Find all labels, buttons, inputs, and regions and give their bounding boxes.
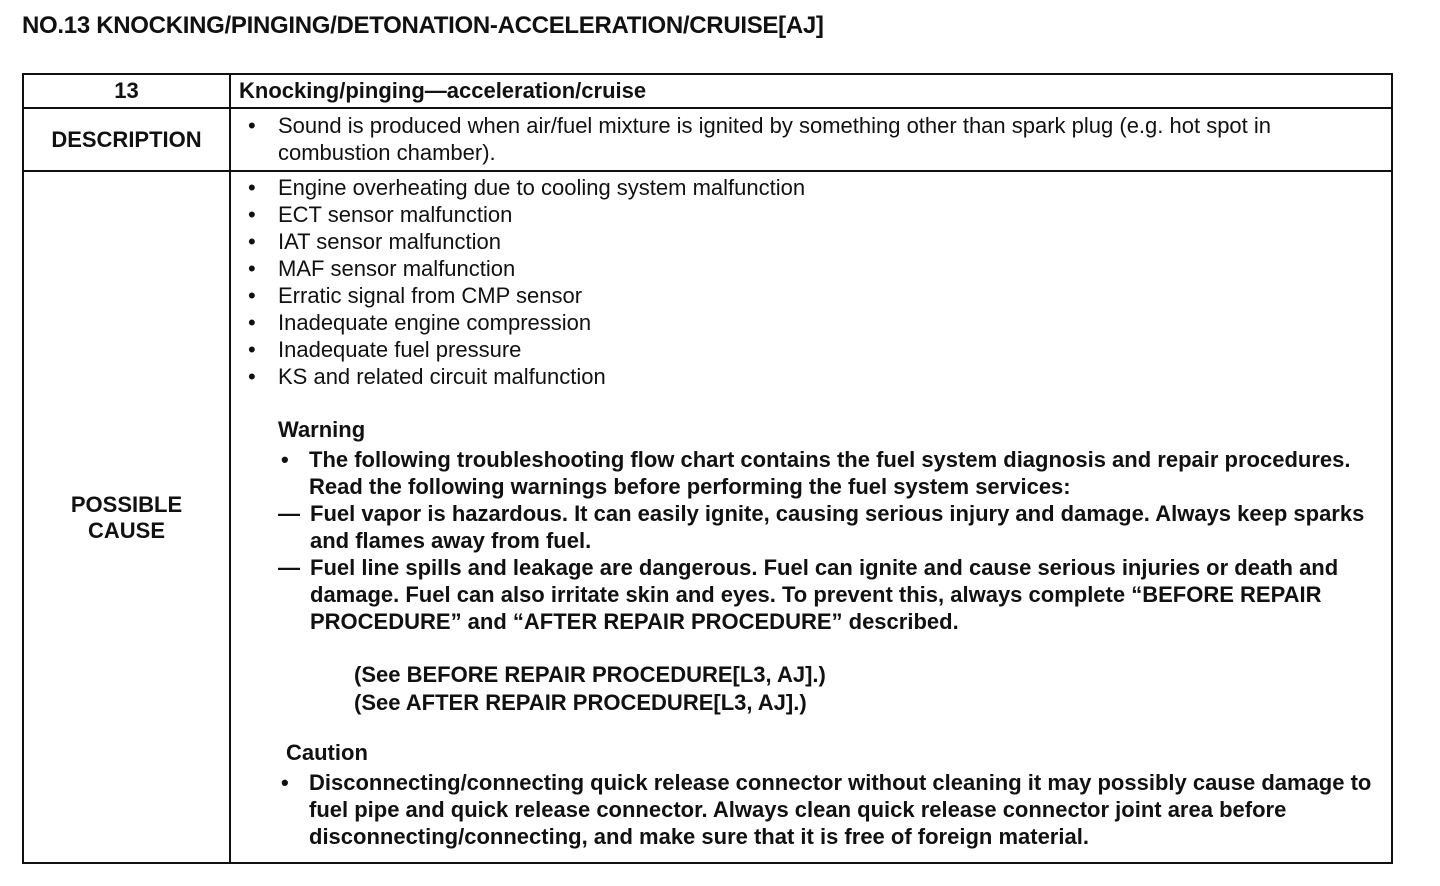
symptom-number-text: 13 bbox=[114, 78, 139, 103]
possible-cause-label-text bbox=[71, 492, 182, 544]
symptom-title: Knocking/pinging—acceleration/cruise bbox=[239, 78, 647, 103]
cause-item: • Inadequate engine compression bbox=[231, 309, 1377, 336]
row-divider bbox=[24, 107, 1391, 109]
warning-list bbox=[278, 446, 1377, 635]
warning-block bbox=[278, 416, 1377, 717]
caution-heading: Caution bbox=[286, 740, 368, 765]
row-divider bbox=[24, 170, 1391, 172]
caution-block bbox=[278, 739, 1377, 850]
description-list bbox=[231, 112, 1381, 166]
caution-item: • Disconnecting/connecting quick release connector without cleaning it may possibly cause damage to fuel pipe and quick release connector. Always clean quick release connector joint area before disconnecting/connecting, and make sure that it is free of foreign material. bbox=[278, 769, 1377, 850]
warning-dash-list bbox=[309, 500, 1377, 635]
caution-list bbox=[278, 769, 1377, 850]
cause-item: • MAF sensor malfunction bbox=[231, 255, 1377, 282]
description-label bbox=[24, 109, 229, 170]
warning-item bbox=[278, 446, 1377, 635]
warning-dash-item: — Fuel vapor is hazardous. It can easily ignite, causing serious injury and damage. Always keep sparks and flames away from fuel. bbox=[278, 500, 1377, 554]
symptom-title-cell bbox=[231, 75, 1391, 107]
see-before-repair-link[interactable]: (See BEFORE REPAIR PROCEDURE[L3, AJ].) bbox=[354, 662, 826, 687]
possible-cause-cell bbox=[231, 174, 1391, 850]
page-title: NO.13 KNOCKING/PINGING/DETONATION-ACCELERATION/CRUISE[AJ] bbox=[22, 12, 824, 39]
warning-text: The following troubleshooting flow chart contains the fuel system diagnosis and repair procedures. Read the following warnings before performing the fuel system services: bbox=[309, 447, 1351, 499]
cause-item: • ECT sensor malfunction bbox=[231, 201, 1377, 228]
possible-cause-label bbox=[24, 172, 229, 864]
symptom-number bbox=[24, 75, 229, 107]
cause-list bbox=[231, 174, 1377, 390]
cause-item: • KS and related circuit malfunction bbox=[231, 363, 1377, 390]
cause-item: • Inadequate fuel pressure bbox=[231, 336, 1377, 363]
symptom-table bbox=[22, 73, 1393, 864]
warning-heading: Warning bbox=[278, 417, 366, 442]
see-after-repair-link[interactable]: (See AFTER REPAIR PROCEDURE[L3, AJ].) bbox=[354, 690, 807, 715]
warning-dash-item: — Fuel line spills and leakage are dangerous. Fuel can ignite and cause serious injuries or death and damage. Fuel can also irritate skin and eyes. To prevent this, always complete “BEFORE REPAIR PROCEDURE” and “AFTER REPAIR PROCEDURE” described. bbox=[278, 554, 1377, 635]
description-cell bbox=[231, 112, 1391, 170]
cause-item: • Erratic signal from CMP sensor bbox=[231, 282, 1377, 309]
description-item: • Sound is produced when air/fuel mixture is ignited by something other than spark plug (e.g. hot spot in combustion chamber). bbox=[231, 112, 1381, 166]
cause-item: • IAT sensor malfunction bbox=[231, 228, 1377, 255]
possible-cause-label-line1: POSSIBLE bbox=[70, 492, 183, 517]
description-label-text: DESCRIPTION bbox=[51, 126, 202, 152]
see-references bbox=[354, 661, 1377, 717]
possible-cause-label-line2: CAUSE bbox=[87, 518, 165, 543]
cause-item: • Engine overheating due to cooling system malfunction bbox=[231, 174, 1377, 201]
